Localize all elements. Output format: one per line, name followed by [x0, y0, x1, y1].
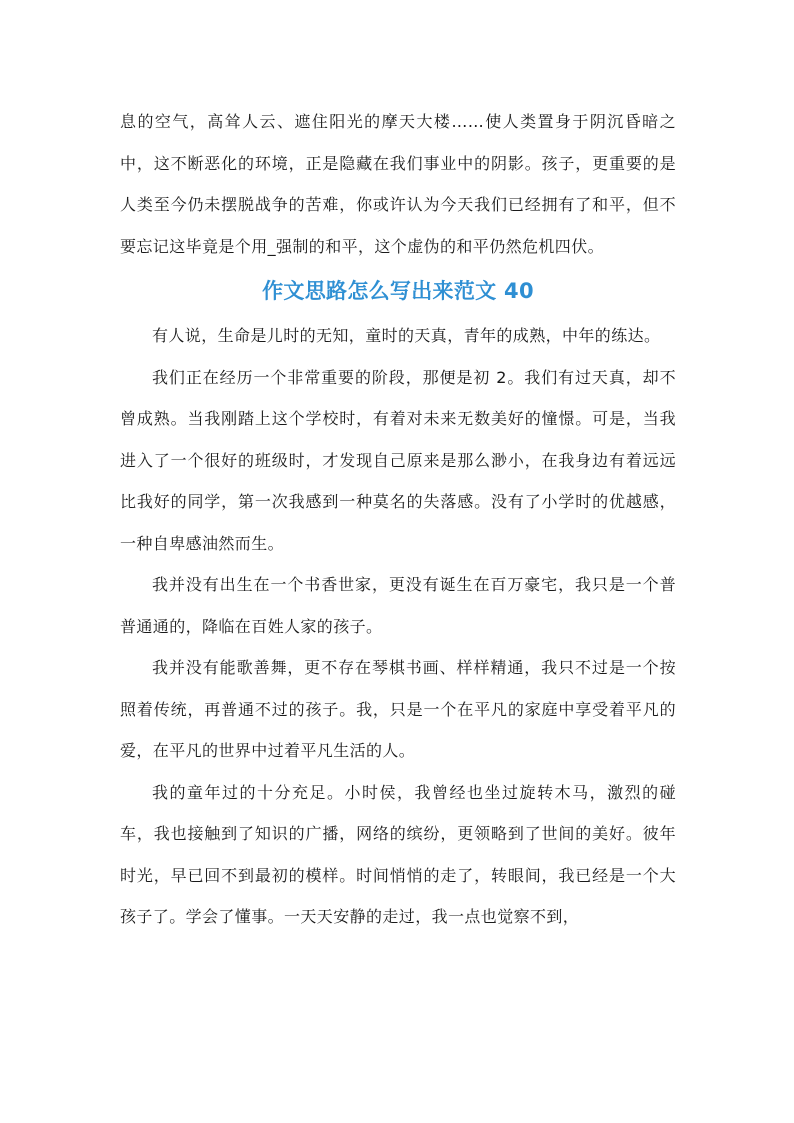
body-paragraph: 我并没有出生在一个书香世家，更没有诞生在百万豪宅，我只是一个普普通通的，降临在百姓人家的孩子。: [120, 575, 676, 636]
intro-paragraph: 息的空气，高耸人云、遮住阳光的摩天大楼……使人类置身于阴沉昏暗之中，这不断恶化的环境，正是隐藏在我们事业中的阴影。孩子，更重要的是人类至今仍未摆脱战争的苦难，你或许认为今天我们已经拥有了和平，但不要忘记这毕竟是个用_强制的和平，这个虚伪的和平仍然危机四伏。: [120, 112, 676, 256]
body-paragraph: 有人说，生命是儿时的无知，童时的天真，青年的成熟，中年的练达。: [152, 326, 661, 345]
body-paragraph: 我并没有能歌善舞，更不存在琴棋书画、样样精通，我只不过是一个按照着传统，再普通不过的孩子。我，只是一个在平凡的家庭中享受着平凡的爱，在平凡的世界中过着平凡生活的人。: [120, 658, 676, 760]
section-title: 作文思路怎么写出来范文 40: [262, 279, 534, 303]
body-paragraph: 我们正在经历一个非常重要的阶段，那便是初 2。我们有过天真，却不曾成熟。当我刚踏上这个学校时，有着对未来无数美好的憧憬。可是，当我进入了一个很好的班级时，才发现自己原来是那么渺小，在我身边有着远远比我好的同学，第一次我感到一种莫名的失落感。没有了小学时的优越感，一种自卑感油然而生。: [120, 367, 676, 553]
document-body: [120, 101, 676, 938]
body-paragraph: 我的童年过的十分充足。小时侯，我曾经也坐过旋转木马，激烈的碰车，我也接触到了知识的广播，网络的缤纷，更领略到了世间的美好。彼年时光，早已回不到最初的模样。时间悄悄的走了，转眼间，我已经是一个大孩子了。学会了懂事。一天天安静的走过，我一点也觉察不到，: [120, 782, 676, 926]
